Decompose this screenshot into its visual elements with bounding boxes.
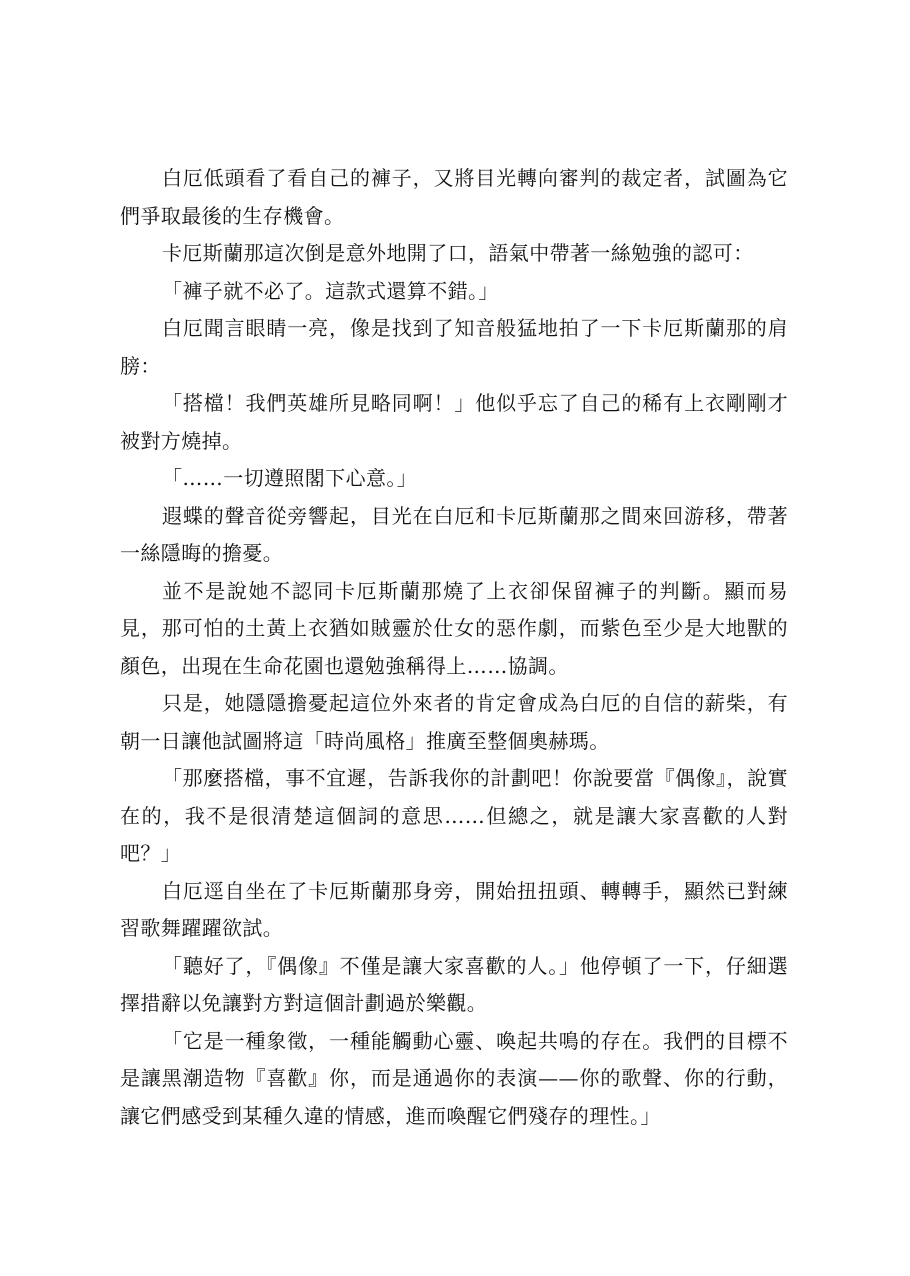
paragraph: 「那麼搭檔，事不宜遲，告訴我你的計劃吧！你說要當『偶像』，說實在的，我不是很清楚這個詞的意思……但總之，就是讓大家喜歡的人對吧？」	[120, 766, 788, 865]
paragraph: 白厄逕自坐在了卡厄斯蘭那身旁，開始扭扭頭、轉轉手，顯然已對練習歌舞躍躍欲試。	[120, 878, 788, 940]
paragraph: 白厄低頭看了看自己的褲子，又將目光轉向審判的裁定者，試圖為它們爭取最後的生存機會。	[120, 166, 788, 228]
paragraph: 「它是一種象徵，一種能觸動心靈、喚起共鳴的存在。我們的目標不是讓黑潮造物『喜歡』你，而是通過你的表演——你的歌聲、你的行動，讓它們感受到某種久違的情感，進而喚醒它們殘存的理性。」	[120, 1028, 788, 1128]
paragraph: 卡厄斯蘭那這次倒是意外地開了口，語氣中帶著一絲勉強的認可：	[162, 241, 754, 265]
paragraph: 「搭檔！我們英雄所見略同啊！」他似乎忘了自己的稀有上衣剛剛才被對方燒掉。	[120, 391, 788, 453]
paragraph: 「聽好了，『偶像』不僅是讓大家喜歡的人。」他停頓了一下，仔細選擇措辭以免讓對方對這個計劃過於樂觀。	[120, 953, 788, 1015]
paragraph: 「……一切遵照閣下心意。」	[162, 466, 418, 490]
paragraph: 並不是說她不認同卡厄斯蘭那燒了上衣卻保留褲子的判斷。顯而易見，那可怕的土黃上衣猶如賊靈於仕女的惡作劇，而紫色至少是大地獸的顏色，出現在生命花園也還勉強稱得上……協調。	[120, 578, 788, 678]
paragraph: 只是，她隱隱擔憂起這位外來者的肯定會成為白厄的自信的薪柴，有朝一日讓他試圖將這「時尚風格」推廣至整個奧赫瑪。	[120, 691, 788, 753]
paragraph: 白厄聞言眼睛一亮，像是找到了知音般猛地拍了一下卡厄斯蘭那的肩膀：	[120, 316, 788, 378]
document-body	[120, 160, 788, 1135]
paragraph: 遐蝶的聲音從旁響起，目光在白厄和卡厄斯蘭那之間來回游移，帶著一絲隱晦的擔憂。	[120, 503, 788, 565]
paragraph: 「褲子就不必了。這款式還算不錯。」	[162, 278, 499, 303]
